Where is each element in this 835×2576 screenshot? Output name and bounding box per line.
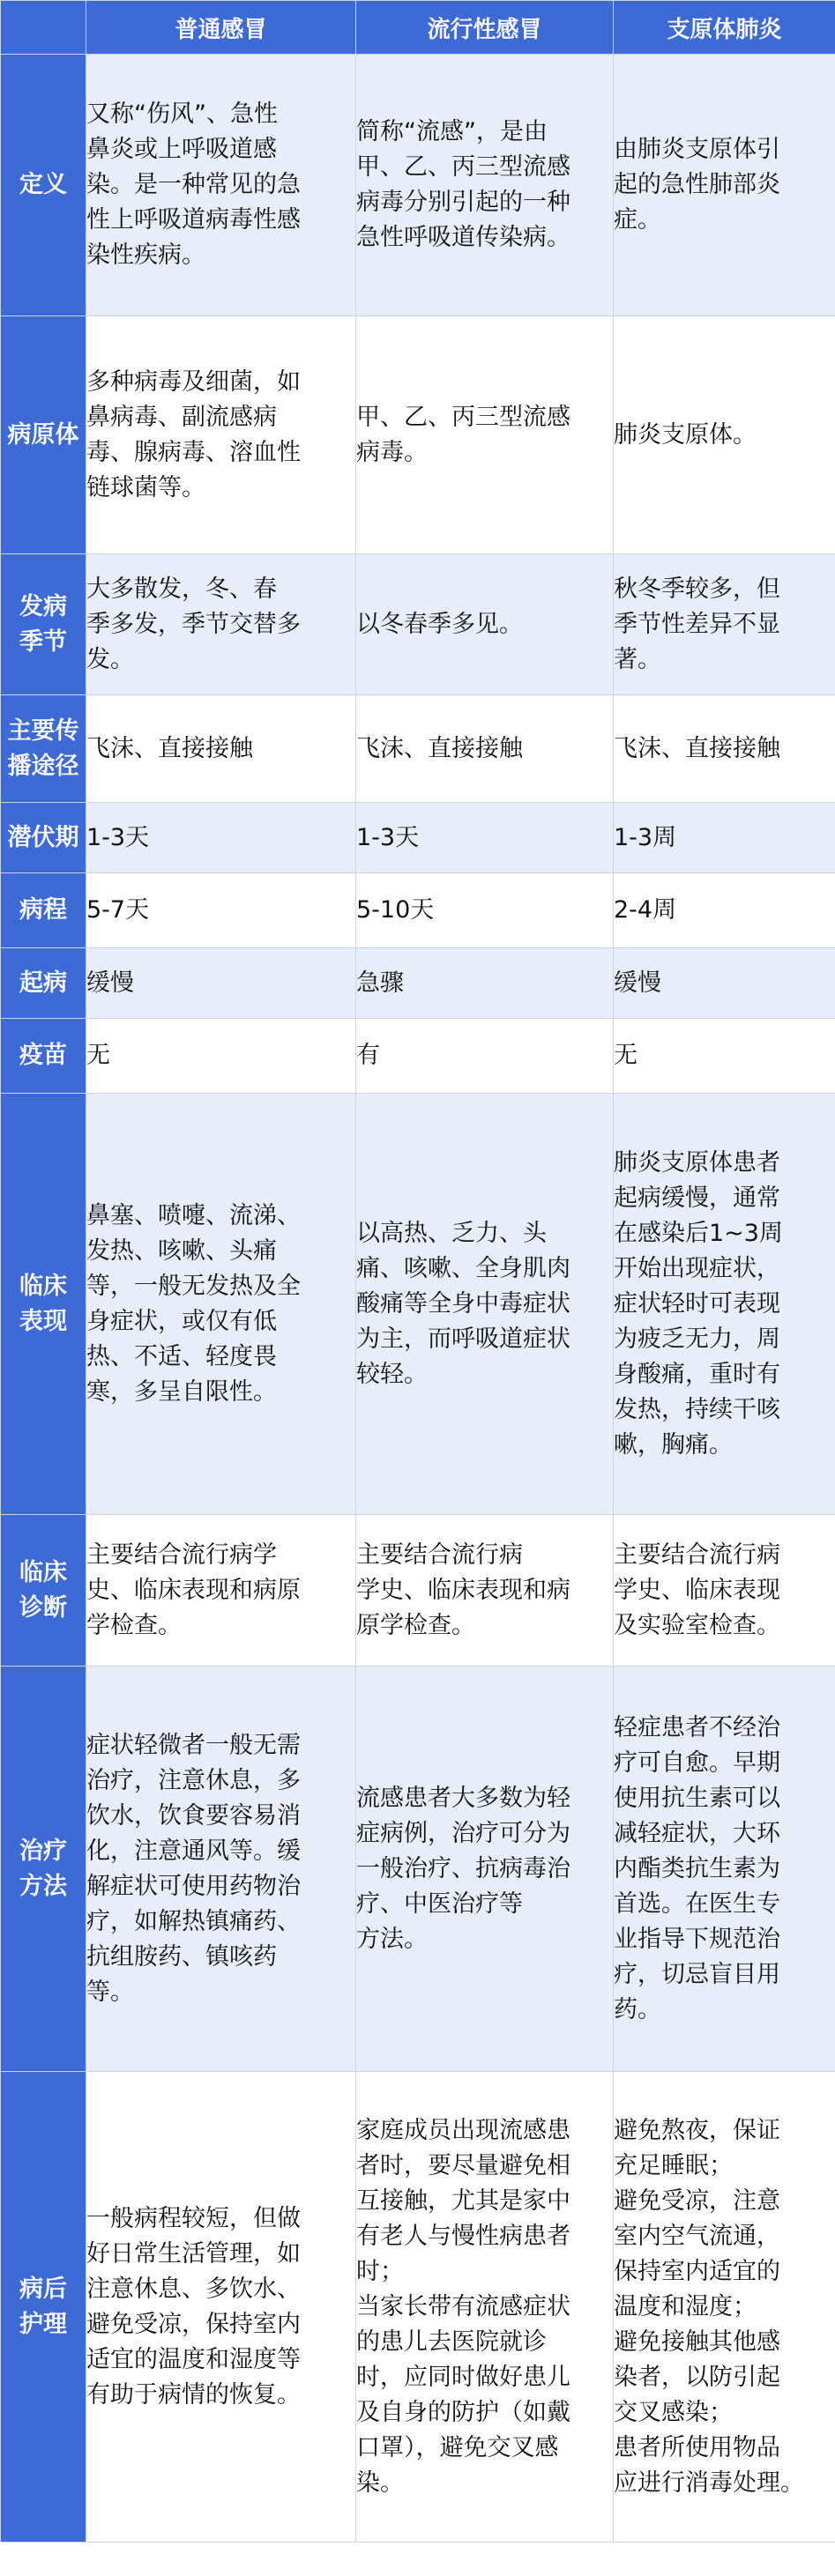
table-row-incubation [1, 803, 835, 873]
cell-influenza: 有 [356, 1019, 614, 1094]
table-row-clinical-manifestation [1, 1094, 835, 1515]
row-label: 临床 诊断 [1, 1515, 86, 1667]
row-label: 起病 [1, 948, 86, 1019]
row-label: 临床 表现 [1, 1094, 86, 1515]
cell-common-cold: 缓慢 [86, 948, 356, 1019]
cell-mycoplasma: 秋冬季较多，但 季节性差异不显 著。 [614, 554, 835, 695]
table-row-transmission [1, 695, 835, 803]
row-label: 潜伏期 [1, 803, 86, 873]
cell-common-cold: 鼻塞、喷嚏、流涕、 发热、咳嗽、头痛 等，一般无发热及全 身症状，或仅有低 热、不适、轻度畏 寒，多呈自限性。 [86, 1094, 356, 1515]
header-common-cold: 普通感冒 [86, 1, 356, 55]
cell-influenza: 简称“流感”，是由 甲、乙、丙三型流感 病毒分别引起的一种 急性呼吸道传染病。 [356, 55, 614, 316]
cell-influenza: 甲、乙、丙三型流感 病毒。 [356, 316, 614, 554]
cell-mycoplasma: 轻症患者不经治 疗可自愈。早期 使用抗生素可以 减轻症状，大环 内酯类抗生素为 首选。在医生专 业指导下规范治 疗，切忌盲目用 药。 [614, 1667, 835, 2072]
cell-mycoplasma: 2-4周 [614, 873, 835, 948]
row-label: 发病 季节 [1, 554, 86, 695]
table-row-onset [1, 948, 835, 1019]
cell-influenza: 主要结合流行病 学史、临床表现和病 原学检查。 [356, 1515, 614, 1667]
cell-common-cold: 5-7天 [86, 873, 356, 948]
cell-mycoplasma: 1-3周 [614, 803, 835, 873]
cell-mycoplasma: 飞沫、直接接触 [614, 695, 835, 803]
cell-common-cold: 多种病毒及细菌，如 鼻病毒、副流感病 毒、腺病毒、溶血性 链球菌等。 [86, 316, 356, 554]
row-label: 治疗 方法 [1, 1667, 86, 2072]
cell-influenza: 以高热、乏力、头 痛、咳嗽、全身肌肉 酸痛等全身中毒症状 为主，而呼吸道症状 较轻。 [356, 1094, 614, 1515]
cell-influenza: 流感患者大多数为轻 症病例，治疗可分为 一般治疗、抗病毒治 疗、中医治疗等 方法。 [356, 1667, 614, 2072]
header-influenza: 流行性感冒 [356, 1, 614, 55]
row-label: 病程 [1, 873, 86, 948]
cell-influenza: 家庭成员出现流感患 者时，要尽量避免相 互接触，尤其是家中 有老人与慢性病患者 时； 当家长带有流感症状 的患儿去医院就诊 时，应同时做好患儿 及自身的防护（如戴 口罩），避免交叉感 染。 [356, 2072, 614, 2543]
cell-common-cold: 1-3天 [86, 803, 356, 873]
table-row-season [1, 554, 835, 695]
cell-common-cold: 大多散发，冬、春 季多发，季节交替多 发。 [86, 554, 356, 695]
table-row-definition [1, 55, 835, 316]
table-row-treatment [1, 1667, 835, 2072]
table-row-aftercare [1, 2072, 835, 2543]
row-label: 病后 护理 [1, 2072, 86, 2543]
cell-common-cold: 主要结合流行病学 史、临床表现和病原 学检查。 [86, 1515, 356, 1667]
row-label: 主要传 播途径 [1, 695, 86, 803]
cell-influenza: 5-10天 [356, 873, 614, 948]
cell-influenza: 以冬春季多见。 [356, 554, 614, 695]
cell-influenza: 飞沫、直接接触 [356, 695, 614, 803]
header-mycoplasma-pneumonia: 支原体肺炎 [614, 1, 835, 55]
cell-influenza: 急骤 [356, 948, 614, 1019]
cell-common-cold: 飞沫、直接接触 [86, 695, 356, 803]
cell-influenza: 1-3天 [356, 803, 614, 873]
cell-mycoplasma: 由肺炎支原体引 起的急性肺部炎 症。 [614, 55, 835, 316]
cell-common-cold: 症状轻微者一般无需 治疗，注意休息，多 饮水，饮食要容易消 化，注意通风等。缓 解症状可使用药物治 疗，如解热镇痛药、 抗组胺药、镇咳药 等。 [86, 1667, 356, 2072]
cell-common-cold: 一般病程较短，但做 好日常生活管理，如 注意休息、多饮水、 避免受凉，保持室内 适宜的温度和湿度等 有助于病情的恢复。 [86, 2072, 356, 2543]
cell-mycoplasma: 主要结合流行病 学史、临床表现 及实验室检查。 [614, 1515, 835, 1667]
cell-mycoplasma: 无 [614, 1019, 835, 1094]
cell-mycoplasma: 肺炎支原体患者 起病缓慢，通常 在感染后1~3周 开始出现症状， 症状轻时可表现 为疲乏无力，周 身酸痛，重时有 发热，持续干咳 嗽，胸痛。 [614, 1094, 835, 1515]
row-label: 病原体 [1, 316, 86, 554]
table-row-vaccine [1, 1019, 835, 1094]
table-row-course [1, 873, 835, 948]
cell-common-cold: 无 [86, 1019, 356, 1094]
table-row-clinical-diagnosis [1, 1515, 835, 1667]
row-label: 定义 [1, 55, 86, 316]
cell-mycoplasma: 肺炎支原体。 [614, 316, 835, 554]
header-row [1, 1, 835, 55]
cell-mycoplasma: 避免熬夜，保证 充足睡眠； 避免受凉，注意 室内空气流通， 保持室内适宜的 温度和湿度； 避免接触其他感 染者，以防引起 交叉感染； 患者所使用物品 应进行消毒处理。 [614, 2072, 835, 2543]
cell-mycoplasma: 缓慢 [614, 948, 835, 1019]
row-label: 疫苗 [1, 1019, 86, 1094]
cell-common-cold: 又称“伤风”、急性 鼻炎或上呼吸道感 染。是一种常见的急 性上呼吸道病毒性感 染性疾病。 [86, 55, 356, 316]
table-row-pathogen [1, 316, 835, 554]
header-corner-cell [1, 1, 86, 55]
